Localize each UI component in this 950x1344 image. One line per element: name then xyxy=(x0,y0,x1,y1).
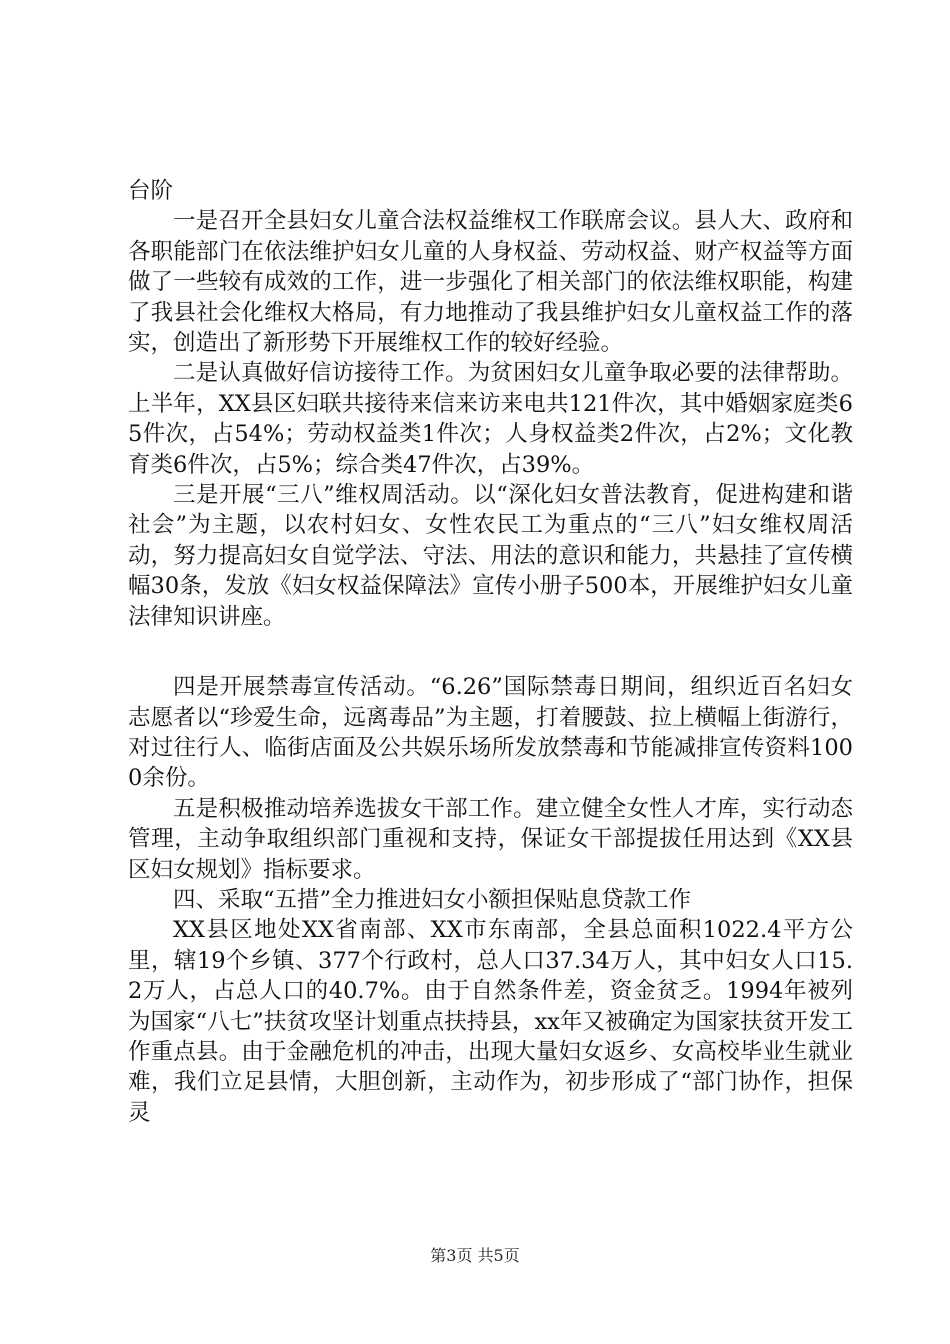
document-body xyxy=(128,176,853,1128)
page-footer: 第3页 共5页 xyxy=(430,1246,520,1265)
paragraph-petition-reception: 二是认真做好信访接待工作。为贫困妇女儿童争取必要的法律帮助。上半年，XX县区妇联共接待来信来访来电共121件次，其中婚姻家庭类65件次，占54%；劳动权益类1件次；人身权益类2件次，占2%；文化教育类6件次，占5%；综合类47件次，占39%。 xyxy=(128,360,853,478)
paragraph-joint-meeting: 一是召开全县妇女儿童合法权益维权工作联席会议。县人大、政府和各职能部门在依法维护妇女儿童的人身权益、劳动权益、财产权益等方面做了一些较有成效的工作，进一步强化了相关部门的依法维权职能，构建了我县社会化维权大格局，有力地推动了我县维护妇女儿童权益工作的落实，创造出了新形势下开展维权工作的较好经验。 xyxy=(128,208,853,357)
paragraph-continuation: 台阶 xyxy=(128,178,174,204)
paragraph-female-cadres: 五是积极推动培养选拔女干部工作。建立健全女性人才库，实行动态管理，主动争取组织部门重视和支持，保证女干部提拔任用达到《XX县区妇女规划》指标要求。 xyxy=(128,795,853,883)
paragraph-womens-day-week: 三是开展“三八”维权周活动。以“深化妇女普法教育，促进构建和谐社会”为主题，以农村妇女、女性农民工为重点的“三八”妇女维权周活动，努力提高妇女自觉学法、守法、用法的意识和能力，共悬挂了宣传横幅30条，发放《妇女权益保障法》宣传小册子500本，开展维护妇女儿童法律知识讲座。 xyxy=(128,482,853,630)
paragraph-county-overview: XX县区地处XX省南部、XX市东南部，全县总面积1022.4平方公里，辖19个乡镇、377个行政村，总人口37.34万人，其中妇女人口15.2万人，占总人口的40.7%。由于自然条件差，资金贫乏。1994年被列为国家“八七”扶贫攻坚计划重点扶持县，xx年又被确定为国家扶贫开发工作重点县。由于金融危机的冲击，出现大量妇女返乡、女高校毕业生就业难，我们立足县情，大胆创新，主动作为，初步形成了“部门协作，担保灵 xyxy=(128,917,853,1126)
paragraph-anti-drug: 四是开展禁毒宣传活动。“6.26”国际禁毒日期间，组织近百名妇女志愿者以“珍爱生命，远离毒品”为主题，打着腰鼓、拉上横幅上街游行，对过往行人、临街店面及公共娱乐场所发放禁毒和节能减排宣传资料1000余份。 xyxy=(128,674,853,792)
blank-line xyxy=(128,632,853,672)
section-heading-loans: 四、采取“五措”全力推进妇女小额担保贴息贷款工作 xyxy=(173,886,692,913)
